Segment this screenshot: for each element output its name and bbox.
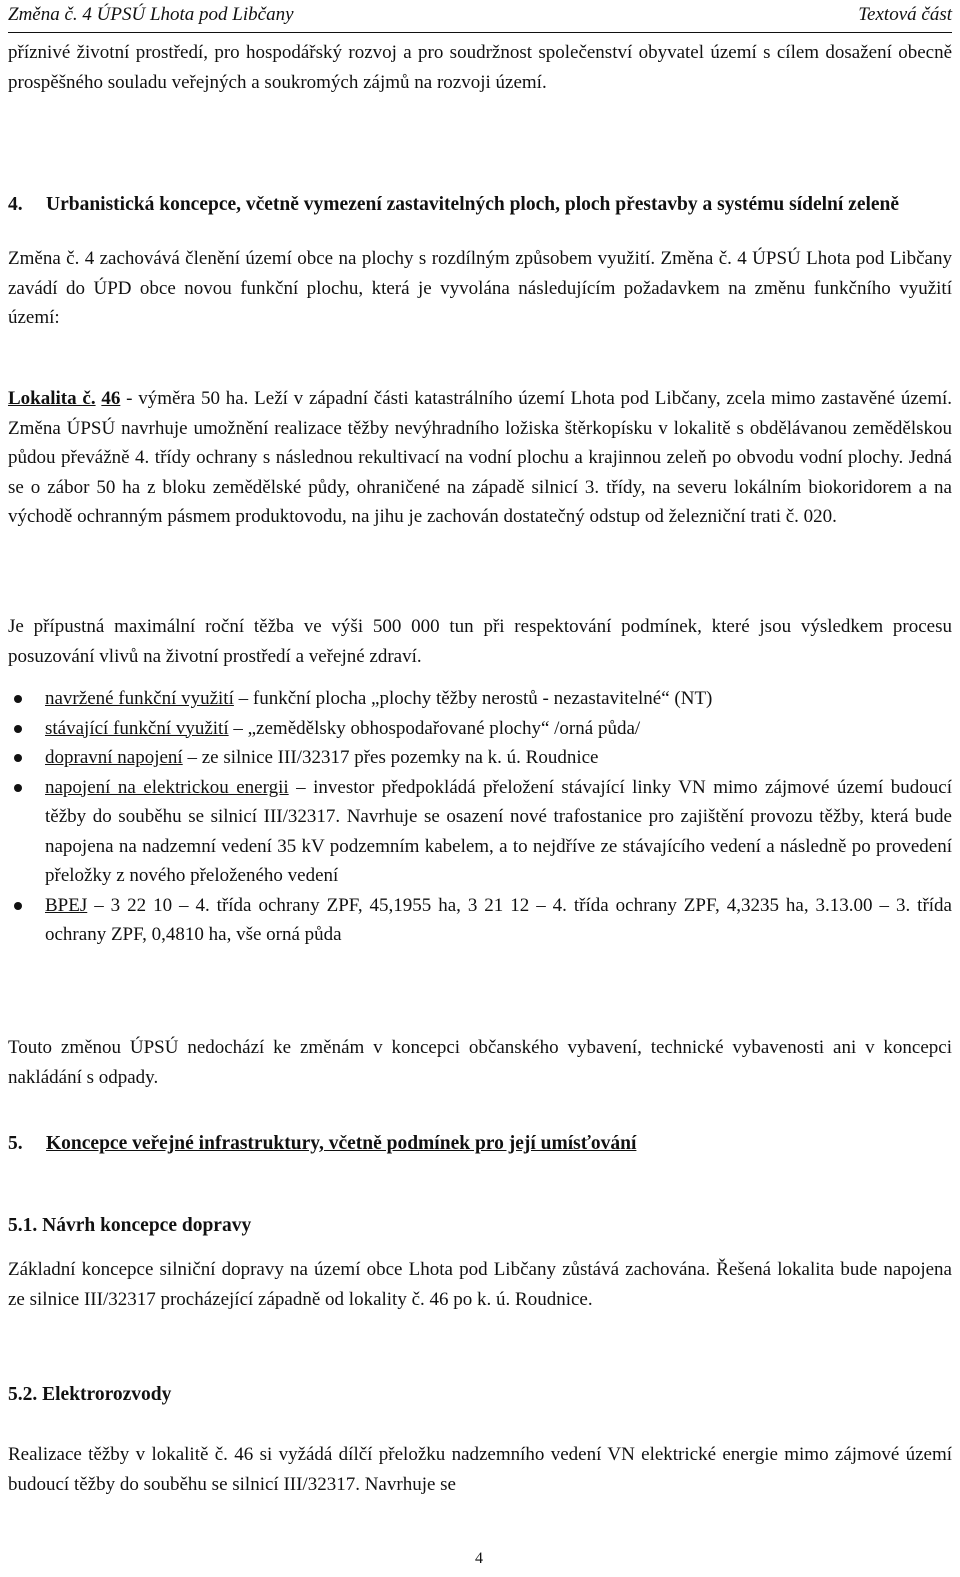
parameters-list	[8, 684, 952, 950]
lokalita-paragraph	[8, 384, 952, 532]
section-5-2-heading: 5.2. Elektrorozvody	[8, 1384, 172, 1405]
header-divider	[8, 32, 952, 33]
section-5-number: 5.	[8, 1133, 23, 1154]
section-5-1-heading: 5.1. Návrh koncepce dopravy	[8, 1215, 252, 1236]
page-number: 4	[475, 1550, 483, 1567]
bullet-icon	[14, 754, 22, 762]
section-5-2-text: Realizace těžby v lokalitě č. 46 si vyžádá dílčí přeložku nadzemního vedení VN elektrické energie mimo zájmové území budoucí těžby do souběhu se silnicí III/32317. Navrhuje se	[8, 1444, 952, 1495]
list-item: navržené funkční využití – funkční plocha „plochy těžby nerostů - nezastavitelné“ (NT)	[8, 684, 952, 714]
bullet-icon	[14, 784, 22, 792]
lokalita-label: Lokalita č.	[8, 388, 96, 409]
header-document-title: Změna č. 4 ÚPSÚ Lhota pod Libčany	[8, 4, 294, 25]
koncepce-paragraph: Touto změnou ÚPSÚ nedochází ke změnám v koncepci občanského vybavení, technické vybavenosti ani v koncepci nakládání s odpady.	[8, 1037, 952, 1088]
list-item: dopravní napojení – ze silnice III/32317 přes pozemky na k. ú. Roudnice	[8, 743, 952, 773]
lokalita-number: 46	[101, 388, 121, 409]
header-section-label: Textová část	[858, 4, 952, 25]
lokalita-text: Leží v západní části katastrálního území Lhota pod Libčany, zcela mimo zastavěné území. Změna ÚPSÚ navrhuje umožnění realizace těžby nevýhradního ložiska štěrkopísku v lokalitě s obdělávanou zemědělskou půdou převážně 4. třídy ochrany s následnou rekultivací na vodní plochu a krajinnou zeleň po obvodu vodní plochy. Jedná se o zábor 50 ha z bloku zemědělské půdy, ohraničené na západě silnicí 3. třídy, na severu lokálním biokoridorem a na východě ochranným pásmem produktovodu, na jihu je zachován dostatečný odstup od železniční trati č. 020.	[8, 388, 952, 527]
section-4-title: Urbanistická koncepce, včetně vymezení zastavitelných ploch, ploch přestavby a systému sídelní zeleně	[46, 194, 900, 215]
intro-paragraph: příznivé životní prostředí, pro hospodářský rozvoj a pro soudržnost společenství obyvatel území s cílem dosažení obecně prospěšného souladu veřejných a soukromých zájmů na rozvoji území.	[8, 42, 952, 93]
section-5-heading	[8, 1133, 636, 1155]
paragraph-zmena: Změna č. 4 zachovává členění území obce na plochy s rozdílným způsobem využití. Změna č. 4 ÚPSÚ Lhota pod Libčany zavádí do ÚPD obce novou funkční plochu, která je vyvolána následujícím požadavkem na změnu funkčního využití území:	[8, 248, 952, 328]
bullet-icon	[14, 902, 22, 910]
list-item: stávající funkční využití – „zemědělsky obhospodařované plochy“ /orná půda/	[8, 714, 952, 744]
lokalita-area: - výměra 50 ha.	[120, 388, 249, 409]
list-item: napojení na elektrickou energii – investor předpokládá přeložení stávající linky VN mimo zájmové území budoucí těžby do souběhu se silnicí III/32317. Navrhuje se osazení nové trafostanice pro zajištění provozu těžby, která bude napojena na nadzemní vedení 35 kV podzemním kabelem, a to nejdříve ze stávajícího vedení a následně po provedení přeložky z nového přeloženého vedení	[8, 773, 952, 891]
section-4-heading	[8, 190, 952, 220]
section-5-title: Koncepce veřejné infrastruktury, včetně podmínek pro její umísťování	[46, 1133, 637, 1154]
bullet-icon	[14, 725, 22, 733]
section-4-number: 4.	[8, 194, 23, 215]
tezba-paragraph: Je přípustná maximální roční těžba ve výši 500 000 tun při respektování podmínek, které jsou výsledkem procesu posuzování vlivů na životní prostředí a veřejné zdraví.	[8, 616, 952, 667]
bullet-icon	[14, 695, 22, 703]
section-5-1-text: Základní koncepce silniční dopravy na území obce Lhota pod Libčany zůstává zachována. Řešená lokalita bude napojena ze silnice III/32317 procházející západně od lokality č. 46 po k. ú. Roudnice.	[8, 1259, 952, 1310]
page-header	[8, 4, 952, 30]
list-item: BPEJ – 3 22 10 – 4. třída ochrany ZPF, 45,1955 ha, 3 21 12 – 4. třída ochrany ZPF, 4,3235 ha, 3.13.00 – 3. třída ochrany ZPF, 0,4810 ha, vše orná půda	[8, 891, 952, 950]
